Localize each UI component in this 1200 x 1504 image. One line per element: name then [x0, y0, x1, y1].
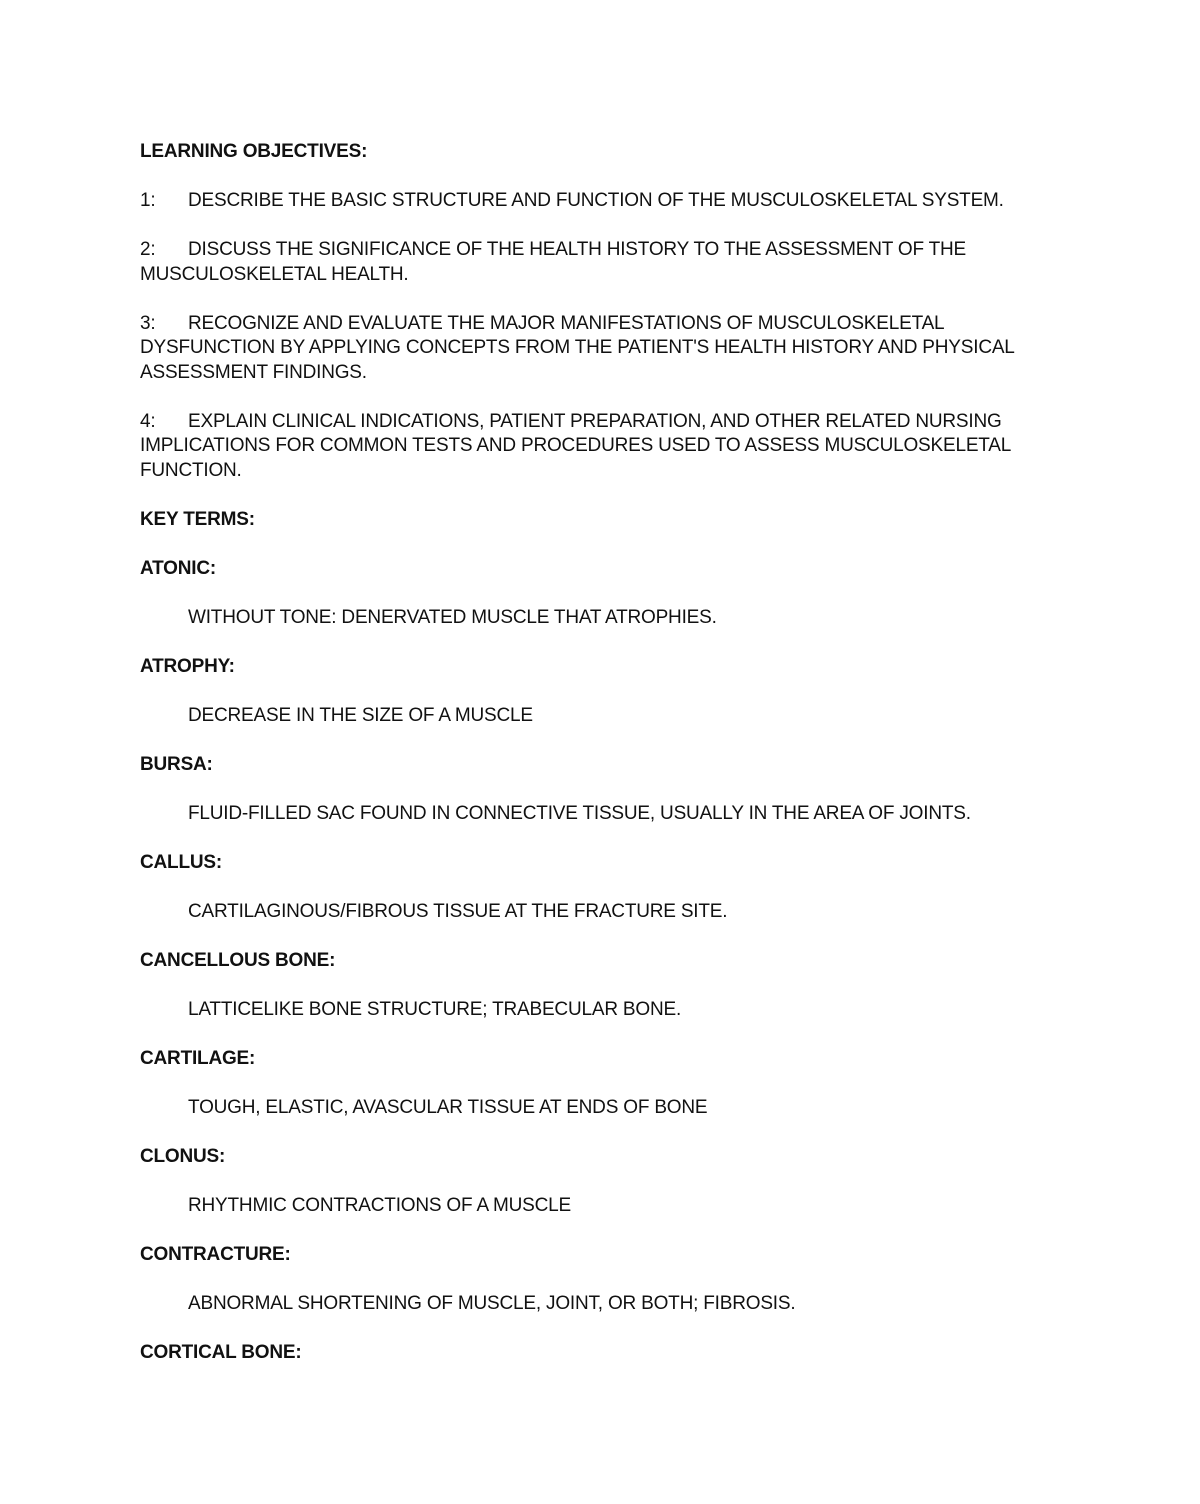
term-cancellous-bone: CANCELLOUS BONE: [140, 949, 336, 971]
definition-callus: CARTILAGINOUS/FIBROUS TISSUE AT THE FRACTURE SITE. [188, 900, 728, 922]
term-atonic: ATONIC: [140, 557, 217, 579]
objective-number: 1: [140, 190, 156, 211]
document-content [140, 140, 1080, 1390]
term-cortical-bone: CORTICAL BONE: [140, 1341, 302, 1363]
objective-3 [140, 312, 1080, 386]
term-clonus: CLONUS: [140, 1145, 226, 1167]
term-contracture: CONTRACTURE: [140, 1243, 291, 1265]
objective-text: DESCRIBE THE BASIC STRUCTURE AND FUNCTION OF THE MUSCULOSKELETAL SYSTEM. [188, 190, 1004, 211]
objective-number: 2: [140, 239, 156, 260]
learning-objectives-heading: LEARNING OBJECTIVES: [140, 141, 368, 162]
key-terms-heading: KEY TERMS: [140, 508, 255, 530]
objective-text: DISCUSS THE SIGNIFICANCE OF THE HEALTH HISTORY TO THE ASSESSMENT OF THE MUSCULOSKELETAL HEALTH. [140, 239, 966, 285]
objective-1 [140, 189, 1080, 214]
objective-4 [140, 410, 1080, 484]
term-atrophy: ATROPHY: [140, 655, 235, 677]
objective-text: RECOGNIZE AND EVALUATE THE MAJOR MANIFESTATIONS OF MUSCULOSKELETAL DYSFUNCTION BY APPLYING CONCEPTS FROM THE PATIENT'S HEALTH HISTORY AND PHYSICAL ASSESSMENT FINDINGS. [140, 312, 1014, 383]
definition-atonic: WITHOUT TONE: DENERVATED MUSCLE THAT ATROPHIES. [188, 606, 717, 628]
definition-clonus: RHYTHMIC CONTRACTIONS OF A MUSCLE [188, 1194, 571, 1216]
definition-contracture: ABNORMAL SHORTENING OF MUSCLE, JOINT, OR BOTH; FIBROSIS. [188, 1292, 796, 1314]
definition-cartilage: TOUGH, ELASTIC, AVASCULAR TISSUE AT ENDS OF BONE [188, 1096, 708, 1118]
term-cartilage: CARTILAGE: [140, 1047, 256, 1069]
objective-number: 3: [140, 312, 156, 334]
definition-bursa: FLUID-FILLED SAC FOUND IN CONNECTIVE TISSUE, USUALLY IN THE AREA OF JOINTS. [188, 802, 971, 824]
term-callus: CALLUS: [140, 851, 222, 873]
objective-2 [140, 238, 1080, 287]
definition-cancellous-bone: LATTICELIKE BONE STRUCTURE; TRABECULAR BONE. [188, 998, 682, 1020]
term-bursa: BURSA: [140, 753, 213, 775]
objective-number: 4: [140, 410, 156, 432]
definition-atrophy: DECREASE IN THE SIZE OF A MUSCLE [188, 704, 533, 726]
objective-text: EXPLAIN CLINICAL INDICATIONS, PATIENT PREPARATION, AND OTHER RELATED NURSING IMPLICATIONS FOR COMMON TESTS AND PROCEDURES USED TO ASSESS MUSCULOSKELETAL FUNCTION. [140, 410, 1011, 481]
